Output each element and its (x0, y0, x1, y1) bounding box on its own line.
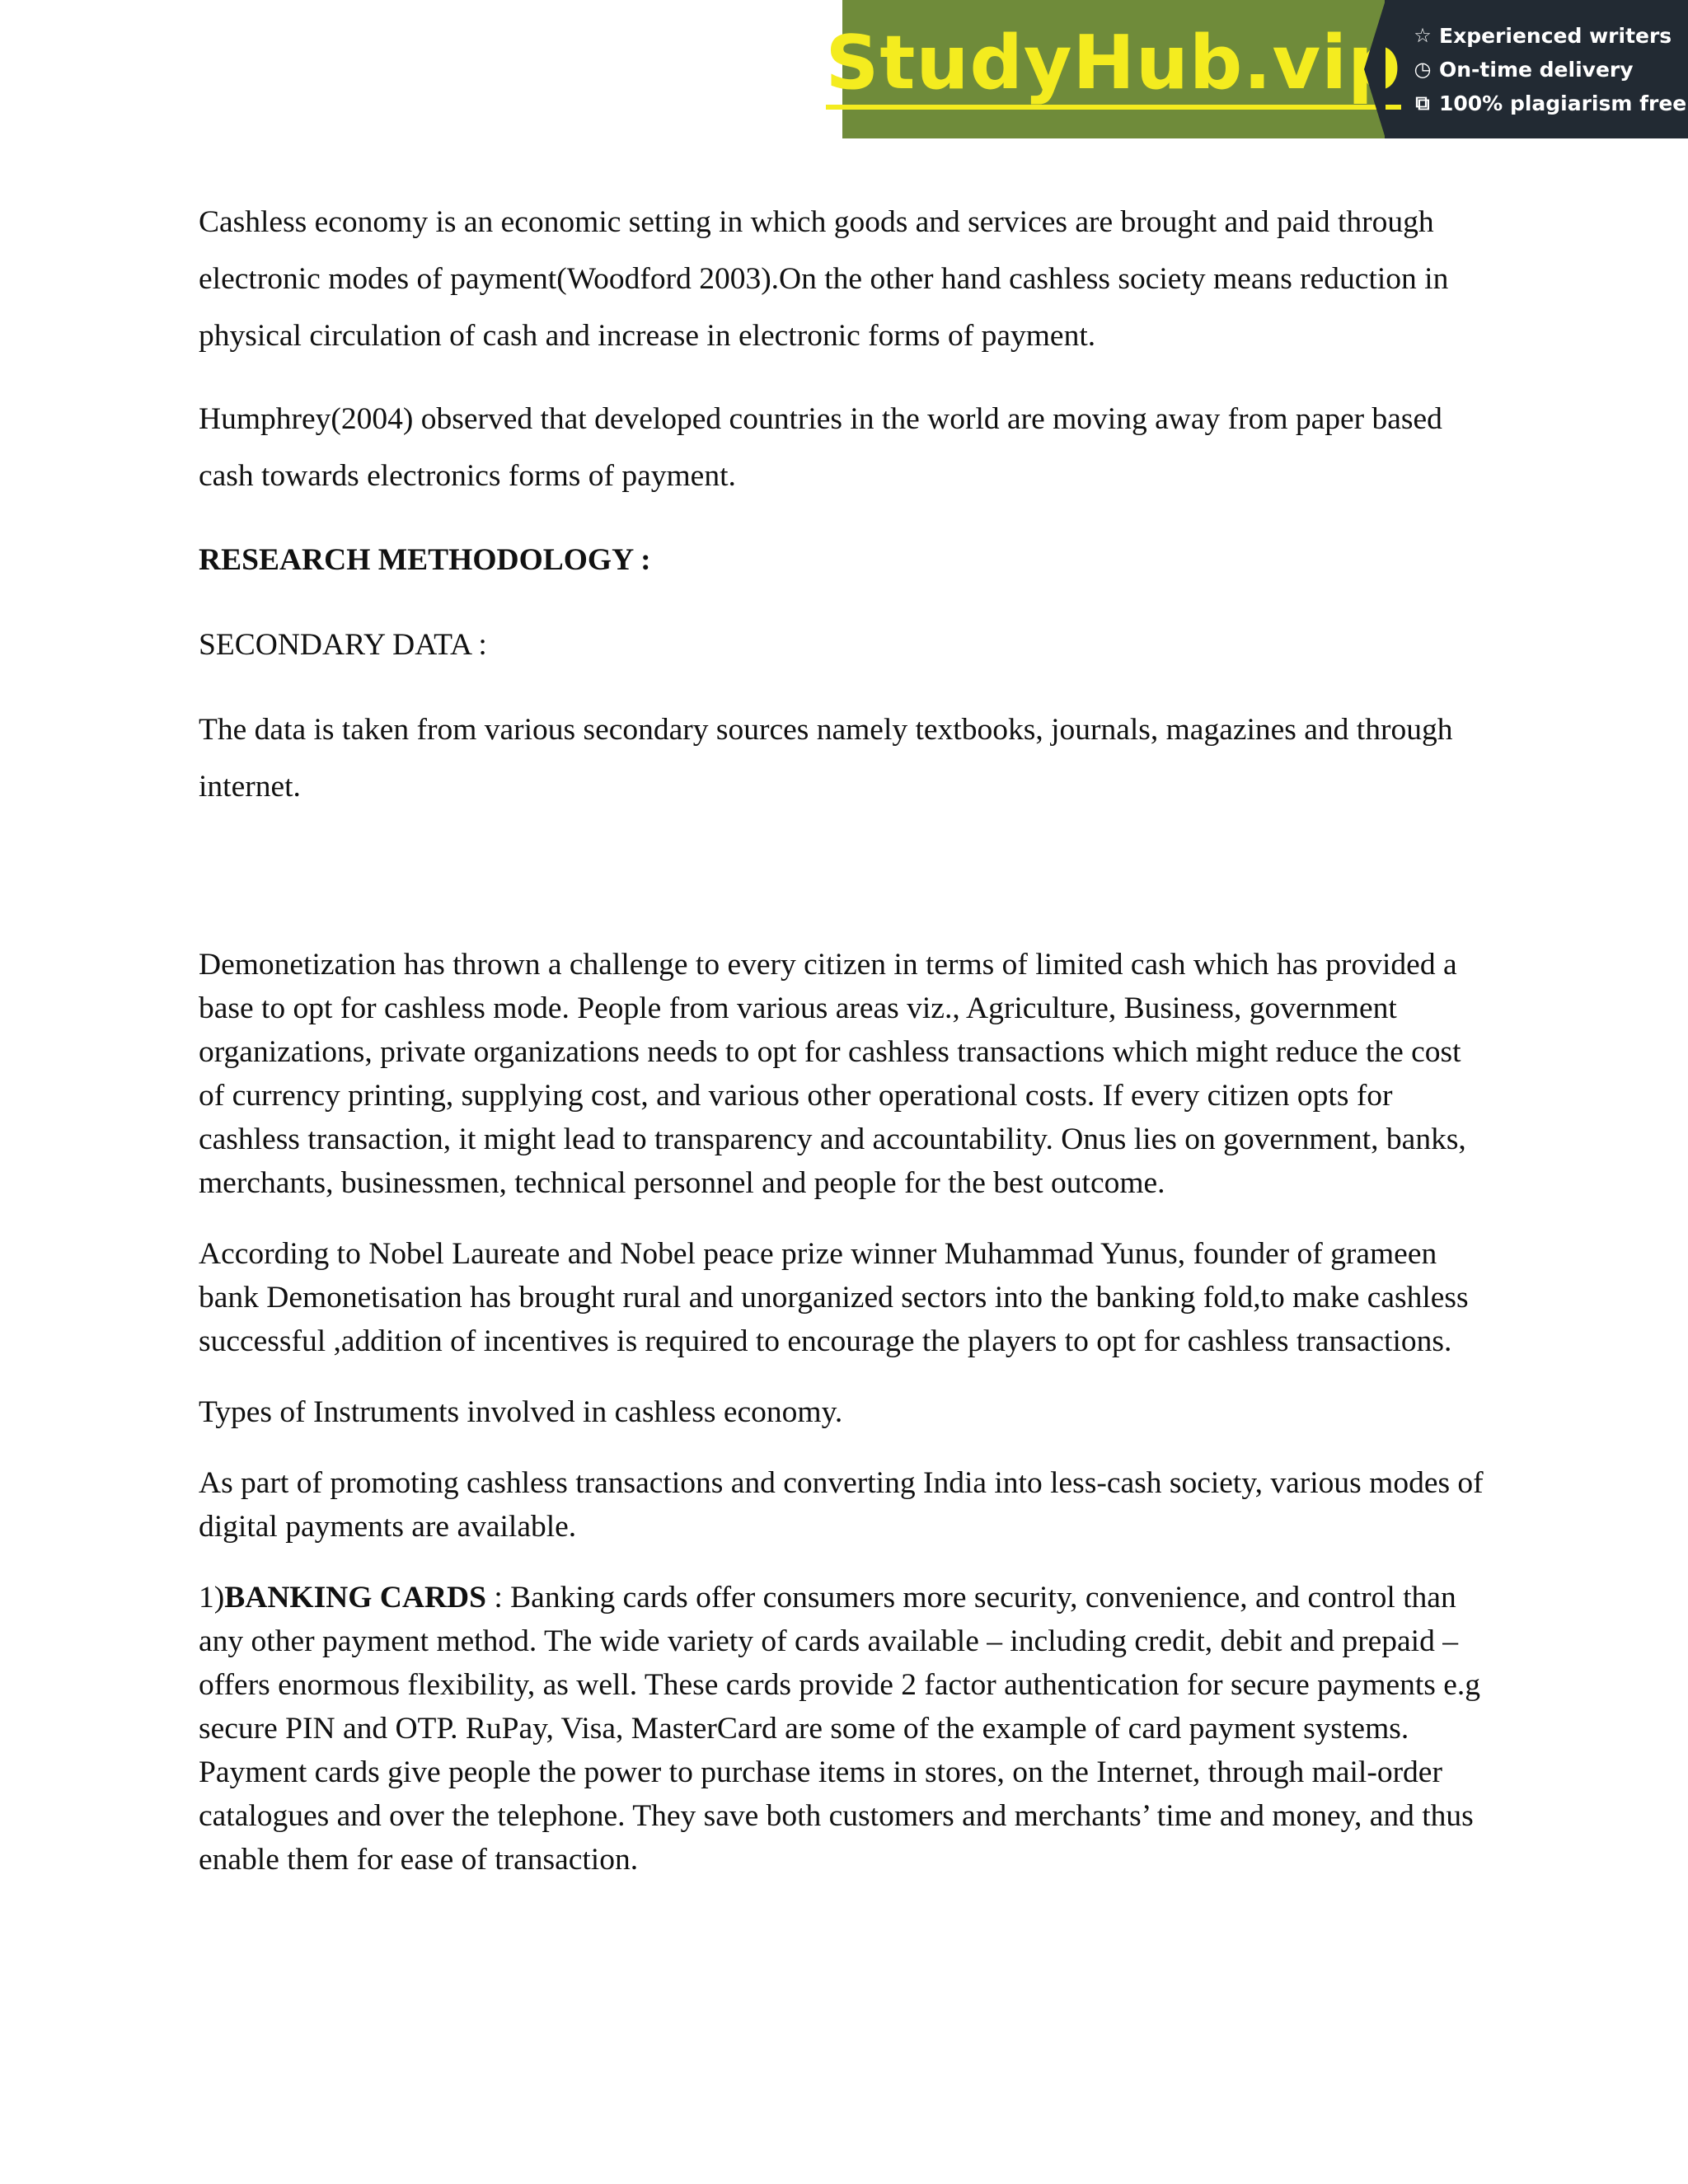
paragraph-humphrey: Humphrey(2004) observed that developed countries in the world are moving away from paper based cash towards electronics forms of payment. (199, 402, 1442, 493)
copy-icon: ⧉ (1415, 91, 1430, 115)
studyhub-banner[interactable] (825, 0, 1688, 138)
studyhub-logo[interactable] (825, 0, 1402, 138)
feature-label: 100% plagiarism free (1439, 91, 1687, 115)
term-banking-cards: BANKING CARDS (224, 1581, 486, 1615)
paragraph-banking-cards (199, 1576, 1493, 1882)
feature-label: On-time delivery (1439, 57, 1634, 82)
feature-on-time-delivery (1411, 53, 1688, 87)
feature-label: Experienced writers (1439, 23, 1672, 48)
paragraph-cashless-economy: Cashless economy is an economic setting in which goods and services are brought and paid through electronic modes of payment(Woodford 2003).On the other hand cashless society means reduction in physical circulation of cash and increase in electronic forms of payment. (199, 205, 1449, 353)
feature-plagiarism-free (1411, 87, 1688, 120)
list-number: 1) (199, 1581, 225, 1615)
heading-research-methodology: RESEARCH METHODOLOGY : (199, 543, 651, 577)
paragraph-instrument-types: Types of Instruments involved in cashless economy. (199, 1395, 843, 1429)
logo-text: StudyHub.vip (826, 24, 1402, 110)
feature-experienced-writers (1411, 19, 1688, 53)
banner-notch (1364, 0, 1386, 138)
clock-icon: ◷ (1414, 58, 1432, 81)
banner-features (1385, 0, 1688, 138)
paragraph-demonetization: Demonetization has thrown a challenge to every citizen in terms of limited cash which has provided a base to opt for cashless mode. People from various areas viz., Agriculture, Business, government organizations, private organizations needs to opt for cashless transactions which might reduce the cost of currency printing, supplying cost, and various other operational costs. If every citizen opts for cashless transaction, it might lead to transparency and accountability. Onus lies on government, banks, merchants, businessmen, technical personnel and people for the best outcome. (199, 948, 1466, 1200)
banking-cards-text: : Banking cards offer consumers more security, convenience, and control than any other payment method. The wide variety of cards available – including credit, debit and prepaid – offers enormous flexibility, as well. These cards provide 2 factor authentication for secure payments e.g secure PIN and OTP. RuPay, Visa, MasterCard are some of the example of card payment systems. Payment cards give people the power to purchase items in stores, on the Internet, through mail-order catalogues and over the telephone. They save both customers and merchants’ time and money, and thus enable them for ease of transaction. (199, 1581, 1481, 1877)
document-body (199, 194, 1493, 1882)
paragraph-yunus: According to Nobel Laureate and Nobel peace prize winner Muhammad Yunus, founder of grameen bank Demonetisation has brought rural and unorganized sectors into the banking fold,to make cashless successful ,addition of incentives is required to encourage the players to opt for cashless transactions. (199, 1237, 1469, 1358)
star-icon: ☆ (1414, 24, 1432, 47)
paragraph-digital-payments: As part of promoting cashless transactions and converting India into less-cash society, various modes of digital payments are available. (199, 1466, 1484, 1544)
paragraph-data-sources: The data is taken from various secondary sources namely textbooks, journals, magazines and through internet. (199, 713, 1453, 804)
heading-secondary-data: SECONDARY DATA : (199, 628, 487, 662)
